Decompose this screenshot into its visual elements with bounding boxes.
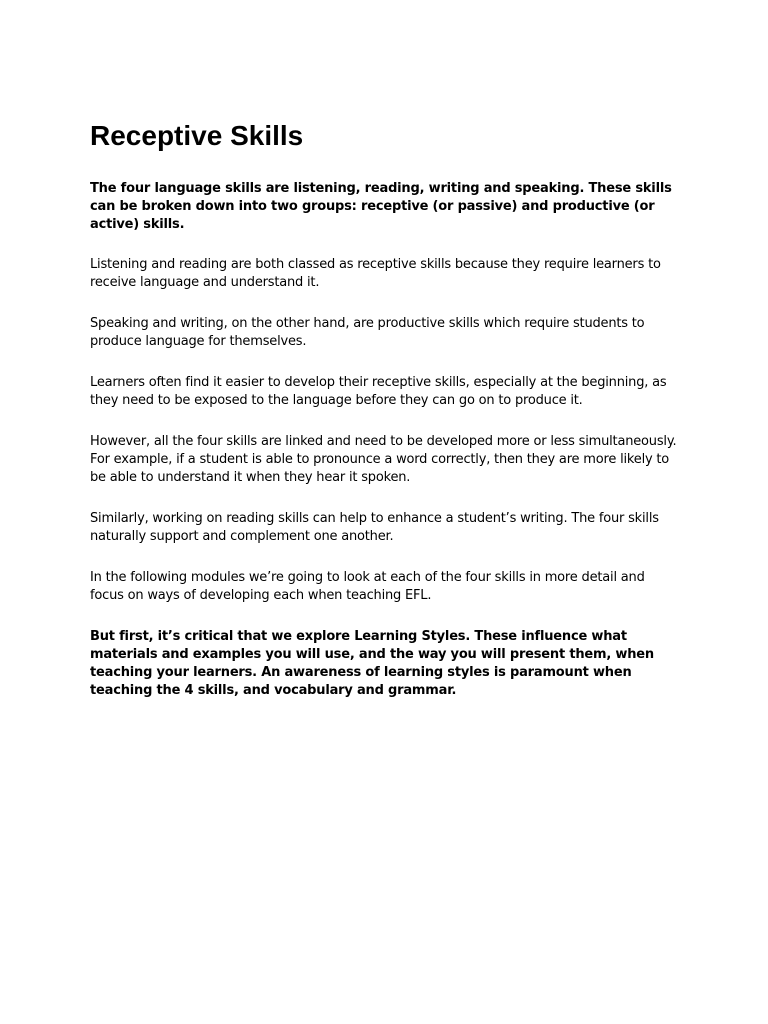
paragraph-productive: Speaking and writing, on the other hand, are productive skills which require students to produce language for themselves. <box>90 316 645 349</box>
paragraph-linked-skills: However, all the four skills are linked and need to be developed more or less simultaneously. For example, if a student is able to pronounce a word correctly, then they are more likely to be able to understand it when they hear it spoken. <box>90 434 677 485</box>
document-page <box>90 118 680 723</box>
paragraph-modules: In the following modules we’re going to look at each of the four skills in more detail and focus on ways of developing each when teaching EFL. <box>90 570 645 603</box>
paragraph-learners: Learners often find it easier to develop their receptive skills, especially at the beginning, as they need to be exposed to the language before they can go on to produce it. <box>90 375 667 408</box>
paragraph-learning-styles: But first, it’s critical that we explore Learning Styles. These influence what materials and examples you will use, and the way you will present them, when teaching your learners. An awareness of learning styles is paramount when teaching the 4 skills, and vocabulary and grammar. <box>90 629 654 698</box>
page-title: Receptive Skills <box>90 120 304 151</box>
intro-paragraph: The four language skills are listening, reading, writing and speaking. These skills can be broken down into two groups: receptive (or passive) and productive (or active) skills. <box>90 181 672 232</box>
paragraph-receptive: Listening and reading are both classed as receptive skills because they require learners to receive language and understand it. <box>90 257 661 290</box>
paragraph-reading-writing: Similarly, working on reading skills can help to enhance a student’s writing. The four skills naturally support and complement one another. <box>90 511 659 544</box>
